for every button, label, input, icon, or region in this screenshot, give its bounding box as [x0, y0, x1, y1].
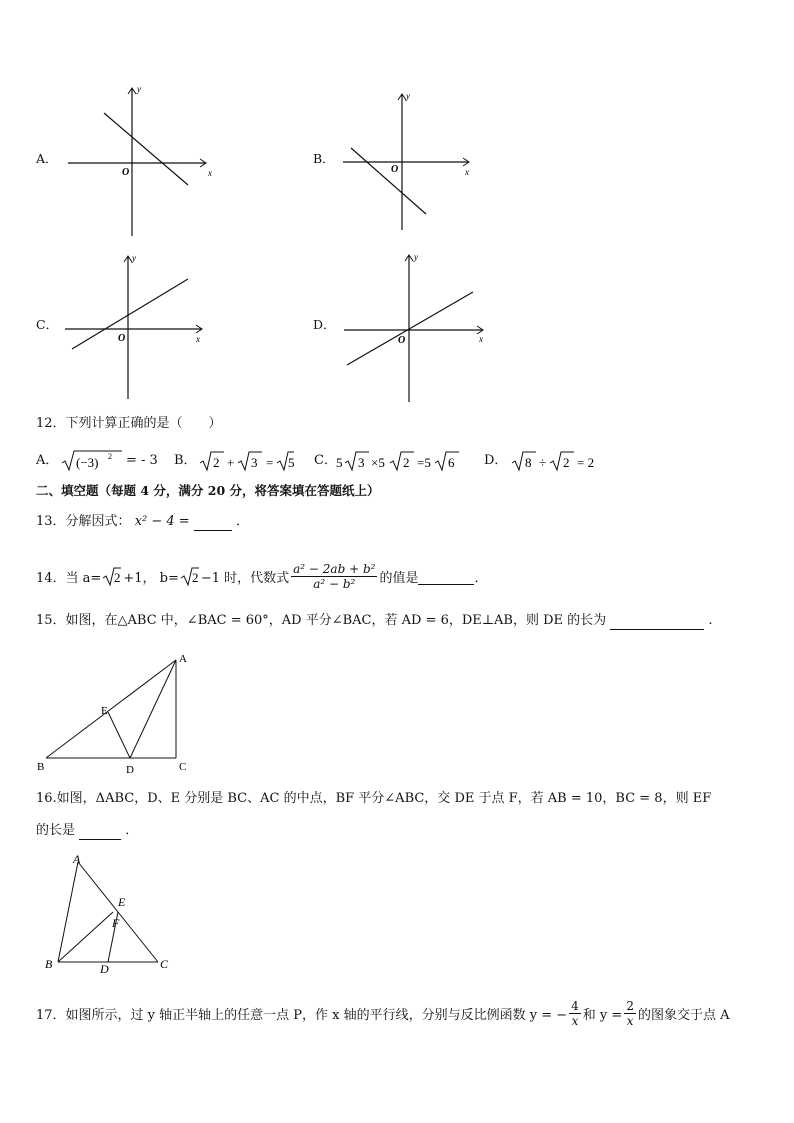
option-label: D． — [313, 317, 336, 332]
option-b-expression — [198, 448, 296, 474]
q14-suffix: 的值是 — [379, 570, 419, 586]
q16-line2-text: 的长是 — [36, 823, 76, 838]
triangle-figure-q16 — [40, 852, 190, 976]
vertex-label-d: D — [100, 962, 109, 976]
svg-text:2: 2 — [191, 570, 199, 585]
option-label: B． — [313, 151, 335, 166]
vertex-label-f: F — [112, 916, 120, 930]
fraction-denominator: x — [626, 1013, 634, 1028]
svg-text:÷: ÷ — [539, 455, 547, 470]
vertex-label-b: B — [45, 957, 53, 971]
svg-text:2: 2 — [563, 455, 570, 470]
option-b-label: B． — [174, 453, 197, 468]
coordinate-graph — [36, 252, 226, 402]
svg-text:8: 8 — [525, 455, 532, 470]
x-axis-label: x — [465, 167, 469, 177]
svg-text:(−3): (−3) — [76, 455, 99, 470]
answer-blank — [418, 568, 474, 585]
q15-text: 15．如图，在△ABC 中，∠BAC = 60°，AD 平分∠BAC，若 AD = 6，DE⊥AB，则 DE 的长为 — [36, 613, 607, 628]
option-label: C． — [36, 317, 59, 332]
svg-text:2: 2 — [403, 455, 410, 470]
svg-text:3: 3 — [251, 455, 258, 470]
option-c-label: C． — [314, 453, 337, 468]
coordinate-graph — [36, 84, 226, 240]
y-axis-label: y — [137, 84, 141, 94]
svg-text:2: 2 — [114, 570, 121, 585]
svg-text:=5: =5 — [417, 455, 431, 470]
q13-prefix: 13．分解因式： — [36, 514, 131, 529]
fraction-numerator: a² − 2ab + b² — [293, 561, 376, 576]
question-15 — [36, 612, 713, 632]
option-d-expression — [510, 448, 610, 474]
q17-fraction-2 — [624, 999, 636, 1028]
option-a-label: A． — [36, 453, 59, 468]
graph-option-b — [313, 90, 503, 240]
origin-label: O — [122, 167, 130, 178]
graph-option-a — [36, 84, 226, 240]
origin-label: O — [391, 164, 399, 175]
svg-text:5: 5 — [336, 455, 343, 470]
question-13 — [36, 513, 249, 533]
vertex-label-e: E — [118, 895, 126, 909]
coordinate-graph — [313, 90, 503, 240]
q14-mid2: −1 时，代数式 — [200, 570, 290, 586]
svg-text:5: 5 — [288, 455, 295, 470]
vertex-label-d: D — [126, 764, 134, 776]
svg-text:3: 3 — [358, 455, 365, 470]
option-label: A． — [36, 151, 58, 166]
sqrt-2 — [102, 565, 122, 587]
y-axis-label: y — [406, 91, 410, 101]
svg-text:= 2: = 2 — [577, 455, 595, 470]
question-12-stem: 12．下列计算正确的是（ ） — [36, 416, 222, 431]
q14-fraction — [291, 562, 377, 591]
section-heading: 二、填空题（每题 4 分，满分 20 分，将答案填在答题纸上） — [36, 483, 380, 498]
origin-label: O — [398, 335, 406, 346]
sqrt-2 — [180, 565, 200, 587]
sqrt-neg3-squared — [60, 448, 124, 474]
svg-text:×5: ×5 — [371, 455, 385, 470]
question-16-line1: 16.如图，ΔABC，D、E 分别是 BC、AC 的中点，BF 平分∠ABC，交 DE 于点 F，若 AB = 10，BC = 8，则 EF — [36, 791, 712, 806]
svg-text:+: + — [227, 455, 235, 470]
vertex-label-b: B — [37, 761, 45, 773]
question-12-options — [36, 448, 656, 474]
option-c-expression — [336, 448, 462, 474]
x-axis-label: x — [208, 168, 212, 178]
y-axis-label: y — [132, 253, 136, 263]
q15-end: . — [708, 613, 713, 628]
answer-blank — [194, 516, 232, 531]
svg-text:2: 2 — [108, 452, 112, 461]
q14-mid1: +1， b= — [123, 570, 179, 586]
q14-end: ． — [474, 570, 488, 586]
coordinate-graph — [313, 252, 503, 402]
vertex-label-e: E — [101, 705, 108, 717]
origin-label: O — [118, 333, 126, 344]
graph-option-d — [313, 252, 503, 402]
q17-prefix: 17．如图所示，过 y 轴正半轴上的任意一点 P，作 x 轴的平行线，分别与反比例函数 y = − — [36, 1007, 568, 1023]
vertex-label-c: C — [179, 761, 187, 773]
q17-mid: 和 y = — [582, 1007, 623, 1023]
svg-text:2: 2 — [213, 455, 220, 470]
vertex-label-a: A — [73, 852, 81, 866]
q13-expression: x² − 4 = — [134, 514, 190, 529]
y-axis-label: y — [414, 252, 418, 262]
q13-end: ． — [235, 514, 249, 529]
option-d-label: D． — [484, 453, 508, 468]
graph-option-c — [36, 252, 226, 402]
fraction-denominator: a² − b² — [313, 576, 356, 591]
fraction-numerator: 4 — [571, 998, 579, 1013]
option-a-rhs: = - 3 — [126, 453, 158, 468]
triangle-figure-q15 — [34, 648, 204, 776]
q16-end: ． — [125, 823, 139, 838]
fraction-denominator: x — [571, 1013, 579, 1028]
vertex-label-c: C — [160, 957, 169, 971]
question-16-line2 — [36, 822, 138, 842]
q17-suffix: 的图象交于点 A — [637, 1007, 730, 1023]
question-14 — [36, 556, 487, 596]
svg-text:=: = — [266, 455, 274, 470]
answer-blank — [79, 825, 121, 840]
vertex-label-a: A — [179, 653, 187, 665]
q17-fraction-1 — [569, 999, 581, 1028]
x-axis-label: x — [479, 334, 483, 344]
question-17 — [36, 992, 729, 1034]
q14-prefix: 14．当 a= — [36, 570, 102, 586]
svg-text:6: 6 — [448, 455, 455, 470]
x-axis-label: x — [196, 334, 200, 344]
answer-blank — [610, 615, 704, 630]
fraction-numerator: 2 — [626, 998, 634, 1013]
